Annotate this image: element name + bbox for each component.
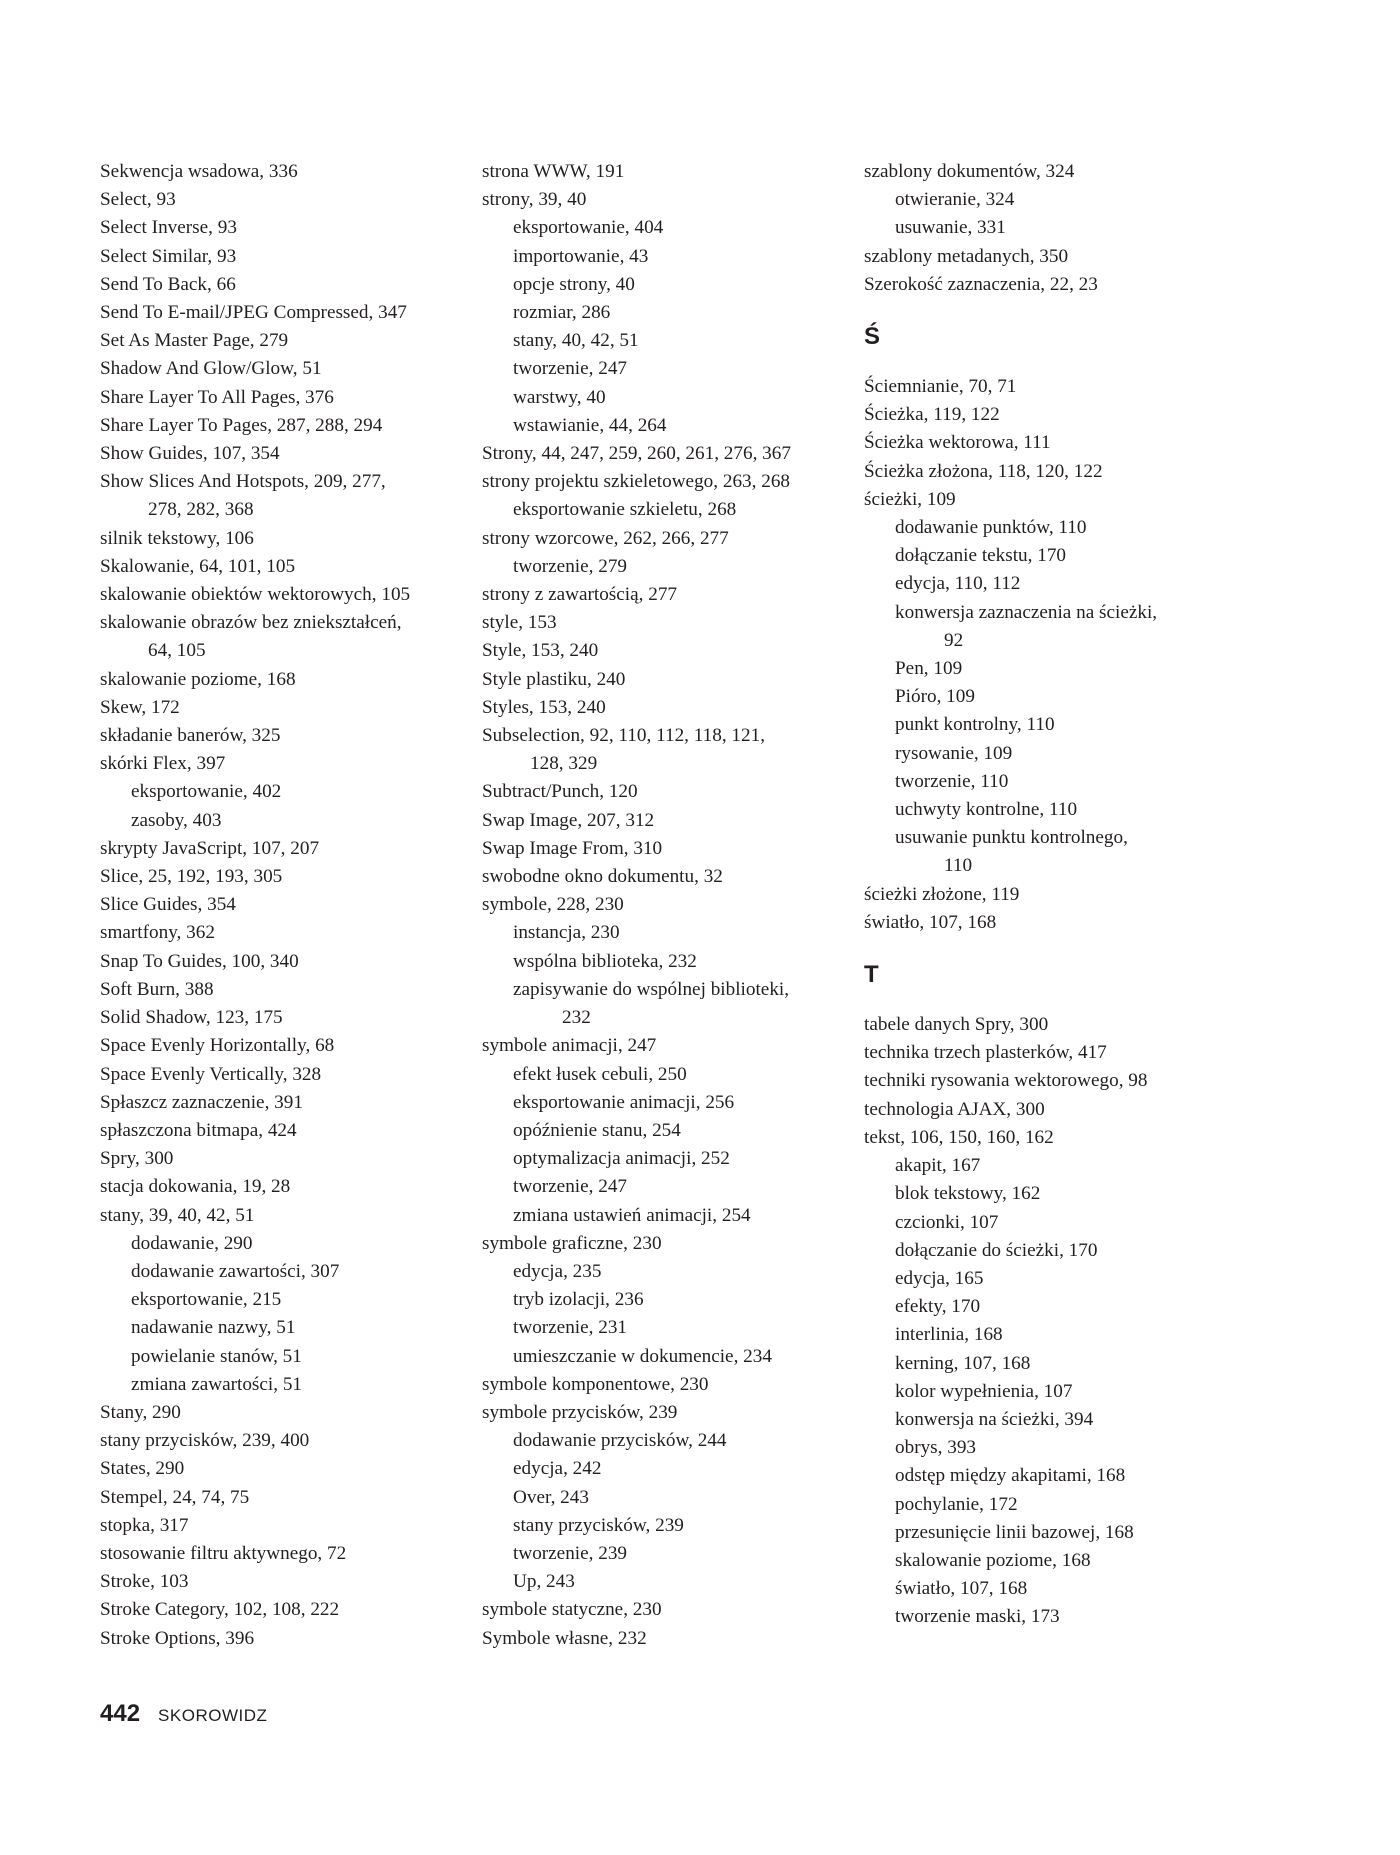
index-entry: Set As Master Page, 279 — [100, 330, 289, 352]
index-subentry: Pen, 109 — [895, 658, 963, 680]
index-subentry: warstwy, 40 — [513, 386, 606, 408]
index-subentry: usuwanie punktu kontrolnego, — [895, 827, 1128, 849]
index-entry: silnik tekstowy, 106 — [100, 527, 254, 549]
index-subentry: pochylanie, 172 — [895, 1493, 1018, 1515]
index-entry: technika trzech plasterków, 417 — [864, 1042, 1107, 1064]
index-entry: tekst, 106, 150, 160, 162 — [864, 1126, 1054, 1148]
index-entry: światło, 107, 168 — [864, 911, 997, 933]
index-entry: Slice, 25, 192, 193, 305 — [100, 866, 283, 888]
index-entry: Show Slices And Hotspots, 209, 277, — [100, 471, 386, 493]
index-subentry: nadawanie nazwy, 51 — [131, 1317, 296, 1339]
index-subentry: tworzenie, 247 — [513, 1176, 628, 1198]
index-subentry: tryb izolacji, 236 — [513, 1289, 644, 1311]
index-subentry: usuwanie, 331 — [895, 217, 1006, 239]
index-entry: skrypty JavaScript, 107, 207 — [100, 837, 320, 859]
index-subentry: umieszczanie w dokumencie, 234 — [513, 1345, 772, 1367]
index-entry: Style, 153, 240 — [482, 640, 599, 662]
index-subentry: powielanie stanów, 51 — [131, 1345, 302, 1367]
index-entry: Send To E-mail/JPEG Compressed, 347 — [100, 302, 407, 324]
index-entry: Spry, 300 — [100, 1148, 174, 1170]
index-subentry: optymalizacja animacji, 252 — [513, 1148, 730, 1170]
index-subentry: zmiana zawartości, 51 — [131, 1373, 303, 1395]
index-subentry: konwersja zaznaczenia na ścieżki, — [895, 601, 1158, 623]
index-subentry: Pióro, 109 — [895, 686, 975, 708]
letter-heading: T — [864, 961, 879, 989]
index-subentry: zapisywanie do wspólnej biblioteki, — [513, 978, 790, 1000]
index-entry: Share Layer To All Pages, 376 — [100, 386, 334, 408]
index-subentry: zasoby, 403 — [131, 809, 222, 831]
index-subentry: eksportowanie animacji, 256 — [513, 1091, 735, 1113]
index-entry-continuation: 278, 282, 368 — [148, 499, 254, 521]
index-subentry: tworzenie, 279 — [513, 555, 628, 577]
index-subentry: tworzenie, 239 — [513, 1542, 628, 1564]
section-title: SKOROWIDZ — [158, 1706, 268, 1725]
index-entry: Share Layer To Pages, 287, 288, 294 — [100, 414, 383, 436]
index-entry: Select Inverse, 93 — [100, 217, 237, 239]
index-entry: Ścieżka, 119, 122 — [864, 404, 1000, 426]
index-subentry: edycja, 110, 112 — [895, 573, 1021, 595]
index-entry: States, 290 — [100, 1458, 185, 1480]
index-entry: Stempel, 24, 74, 75 — [100, 1486, 250, 1508]
index-subentry: efekt łusek cebuli, 250 — [513, 1063, 687, 1085]
index-subentry: opcje strony, 40 — [513, 273, 635, 295]
index-entry: technologia AJAX, 300 — [864, 1098, 1045, 1120]
index-entry: stany, 39, 40, 42, 51 — [100, 1204, 255, 1226]
index-entry: strona WWW, 191 — [482, 161, 625, 182]
index-entry: ścieżki, 109 — [864, 488, 956, 510]
index-entry: stany przycisków, 239, 400 — [100, 1430, 310, 1452]
index-column-1 — [100, 158, 470, 1653]
index-subentry: instancja, 230 — [513, 922, 620, 944]
index-entry-continuation: 64, 105 — [148, 640, 206, 662]
index-subentry: stany, 40, 42, 51 — [513, 330, 639, 352]
index-subentry: otwieranie, 324 — [895, 189, 1015, 211]
index-subentry: punkt kontrolny, 110 — [895, 714, 1055, 736]
index-entry: swobodne okno dokumentu, 32 — [482, 866, 723, 888]
index-entry-continuation: 92 — [944, 629, 964, 651]
index-entry: Symbole własne, 232 — [482, 1627, 647, 1649]
index-subentry: odstęp między akapitami, 168 — [895, 1465, 1126, 1487]
index-entry: Skalowanie, 64, 101, 105 — [100, 555, 296, 577]
index-entry: stopka, 317 — [100, 1514, 189, 1536]
index-entry: Select, 93 — [100, 189, 176, 211]
index-entry: Spłaszcz zaznaczenie, 391 — [100, 1091, 303, 1113]
index-entry: Stroke, 103 — [100, 1571, 189, 1593]
index-subentry: czcionki, 107 — [895, 1211, 999, 1233]
index-subentry: edycja, 235 — [513, 1260, 602, 1282]
index-entry: szablony dokumentów, 324 — [864, 161, 1075, 182]
index-entry: tabele danych Spry, 300 — [864, 1014, 1049, 1036]
index-entry: Swap Image, 207, 312 — [482, 809, 655, 831]
index-entry: Space Evenly Vertically, 328 — [100, 1063, 322, 1085]
index-subentry: zmiana ustawień animacji, 254 — [513, 1204, 751, 1226]
index-subentry: tworzenie, 247 — [513, 358, 628, 380]
index-entry: Stroke Category, 102, 108, 222 — [100, 1599, 340, 1621]
index-entry: symbole, 228, 230 — [482, 894, 624, 916]
index-entry: Space Evenly Horizontally, 68 — [100, 1035, 335, 1057]
index-entry: ścieżki złożone, 119 — [864, 883, 1020, 905]
index-entry: szablony metadanych, 350 — [864, 245, 1069, 267]
index-entry: Select Similar, 93 — [100, 245, 237, 267]
index-subentry: eksportowanie, 215 — [131, 1289, 282, 1311]
index-entry: techniki rysowania wektorowego, 98 — [864, 1070, 1148, 1092]
index-subentry: wspólna biblioteka, 232 — [513, 950, 697, 972]
index-subentry: interlinia, 168 — [895, 1324, 1003, 1346]
index-column-2 — [482, 158, 854, 1653]
index-entry: Subselection, 92, 110, 112, 118, 121, — [482, 725, 765, 747]
index-entry: Shadow And Glow/Glow, 51 — [100, 358, 322, 380]
index-entry: symbole animacji, 247 — [482, 1035, 657, 1057]
index-subentry: opóźnienie stanu, 254 — [513, 1119, 681, 1141]
index-subentry: wstawianie, 44, 264 — [513, 414, 667, 436]
index-subentry: kerning, 107, 168 — [895, 1352, 1031, 1374]
index-entry: Style plastiku, 240 — [482, 668, 626, 690]
index-entry: strony projektu szkieletowego, 263, 268 — [482, 471, 791, 493]
index-subentry: dołączanie tekstu, 170 — [895, 545, 1067, 567]
index-entry-continuation: 232 — [562, 1007, 591, 1029]
index-subentry: eksportowanie szkieletu, 268 — [513, 499, 737, 521]
index-entry: Snap To Guides, 100, 340 — [100, 950, 299, 972]
index-entry: Styles, 153, 240 — [482, 696, 606, 718]
index-entry: skalowanie poziome, 168 — [100, 668, 296, 690]
index-entry: Soft Burn, 388 — [100, 978, 214, 1000]
index-entry: skórki Flex, 397 — [100, 753, 226, 775]
index-entry: style, 153 — [482, 612, 557, 634]
index-entry: Sekwencja wsadowa, 336 — [100, 161, 298, 182]
index-entry-continuation: 110 — [944, 855, 973, 877]
index-entry: symbole graficzne, 230 — [482, 1232, 662, 1254]
index-subentry: eksportowanie, 404 — [513, 217, 664, 239]
index-entry: Send To Back, 66 — [100, 273, 236, 295]
index-subentry: Over, 243 — [513, 1486, 589, 1508]
index-subentry: dodawanie, 290 — [131, 1232, 253, 1254]
index-subentry: Up, 243 — [513, 1571, 575, 1593]
index-subentry: kolor wypełnienia, 107 — [895, 1380, 1073, 1402]
index-entry: stosowanie filtru aktywnego, 72 — [100, 1542, 347, 1564]
index-entry: Show Guides, 107, 354 — [100, 443, 280, 465]
index-subentry: blok tekstowy, 162 — [895, 1183, 1041, 1205]
index-entry: Ścieżka wektorowa, 111 — [864, 432, 1051, 454]
index-entry: Skew, 172 — [100, 696, 180, 718]
index-entry: Ścieżka złożona, 118, 120, 122 — [864, 460, 1103, 482]
index-subentry: edycja, 165 — [895, 1267, 984, 1289]
index-subentry: stany przycisków, 239 — [513, 1514, 684, 1536]
index-subentry: światło, 107, 168 — [895, 1578, 1028, 1600]
index-entry: skalowanie obiektów wektorowych, 105 — [100, 584, 411, 606]
index-entry-continuation: 128, 329 — [530, 753, 598, 775]
index-entry: strony wzorcowe, 262, 266, 277 — [482, 527, 729, 549]
index-entry: strony z zawartością, 277 — [482, 584, 678, 606]
index-entry: składanie banerów, 325 — [100, 725, 281, 747]
index-entry: symbole przycisków, 239 — [482, 1401, 678, 1423]
index-entry: Strony, 44, 247, 259, 260, 261, 276, 367 — [482, 443, 791, 465]
index-subentry: konwersja na ścieżki, 394 — [895, 1408, 1094, 1430]
index-subentry: importowanie, 43 — [513, 245, 649, 267]
index-subentry: dołączanie do ścieżki, 170 — [895, 1239, 1098, 1261]
page-number: 442 — [100, 1700, 141, 1727]
index-subentry: uchwyty kontrolne, 110 — [895, 799, 1078, 821]
index-entry: smartfony, 362 — [100, 922, 215, 944]
index-entry: skalowanie obrazów bez zniekształceń, — [100, 612, 402, 634]
index-subentry: dodawanie punktów, 110 — [895, 517, 1087, 539]
index-entry: symbole komponentowe, 230 — [482, 1373, 709, 1395]
letter-heading: Ś — [864, 323, 881, 351]
index-subentry: tworzenie maski, 173 — [895, 1606, 1060, 1628]
index-subentry: rysowanie, 109 — [895, 742, 1013, 764]
index-entry: Stany, 290 — [100, 1401, 181, 1423]
index-subentry: dodawanie przycisków, 244 — [513, 1430, 727, 1452]
index-entry: Slice Guides, 354 — [100, 894, 236, 916]
index-entry: Ściemnianie, 70, 71 — [864, 376, 1017, 398]
index-subentry: eksportowanie, 402 — [131, 781, 282, 803]
index-subentry: edycja, 242 — [513, 1458, 602, 1480]
index-entry: Solid Shadow, 123, 175 — [100, 1007, 283, 1029]
index-subentry: dodawanie zawartości, 307 — [131, 1260, 340, 1282]
index-subentry: przesunięcie linii bazowej, 168 — [895, 1521, 1134, 1543]
index-entry: stacja dokowania, 19, 28 — [100, 1176, 291, 1198]
index-entry: Stroke Options, 396 — [100, 1627, 255, 1649]
index-subentry: tworzenie, 231 — [513, 1317, 628, 1339]
index-column-3 — [864, 158, 1236, 1632]
index-subentry: skalowanie poziome, 168 — [895, 1549, 1091, 1571]
index-subentry: akapit, 167 — [895, 1155, 981, 1177]
index-entry: spłaszczona bitmapa, 424 — [100, 1119, 297, 1141]
index-subentry: tworzenie, 110 — [895, 770, 1009, 792]
index-entry: Szerokość zaznaczenia, 22, 23 — [864, 273, 1098, 295]
index-entry: symbole statyczne, 230 — [482, 1599, 662, 1621]
index-entry: strony, 39, 40 — [482, 189, 587, 211]
index-entry: Subtract/Punch, 120 — [482, 781, 638, 803]
index-subentry: rozmiar, 286 — [513, 302, 611, 324]
index-subentry: efekty, 170 — [895, 1296, 981, 1318]
page-footer — [100, 1700, 267, 1728]
index-entry: Swap Image From, 310 — [482, 837, 663, 859]
index-subentry: obrys, 393 — [895, 1437, 977, 1459]
